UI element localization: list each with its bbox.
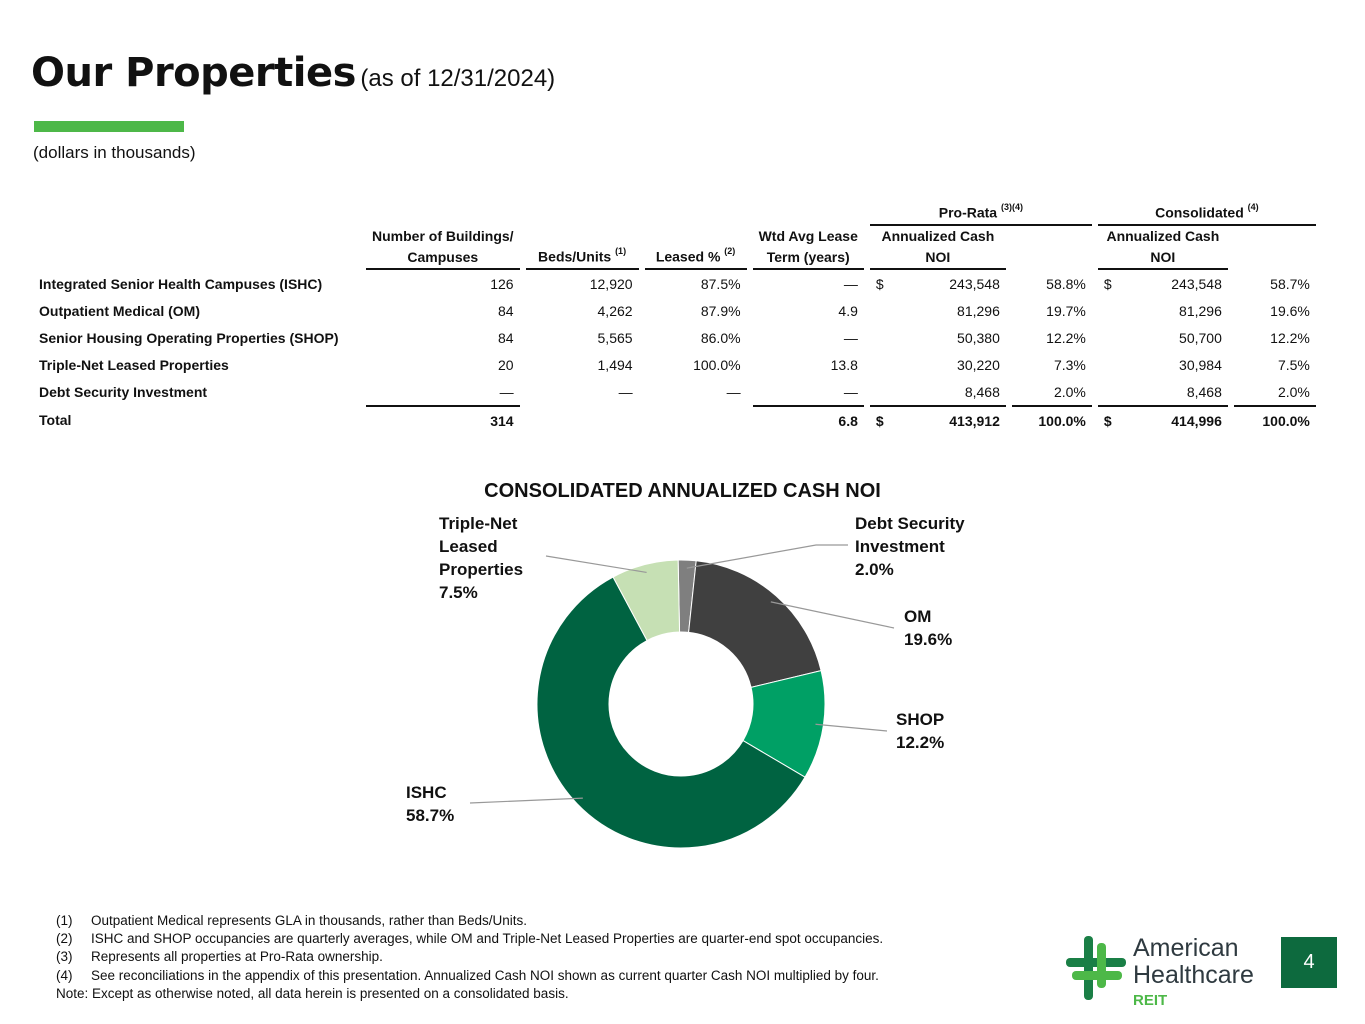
leader-line [815,724,887,731]
footnote-item [56,912,883,930]
cell-beds: 1,494 [597,356,633,373]
cell-c-pct: 12.2% [1270,329,1310,346]
cell-leased: 86.0% [700,329,741,346]
col-leased: Leased % $^{(2)}$ [645,226,747,270]
cell-buildings: 126 [490,275,514,292]
footnote-text: Outpatient Medical represents GLA in thousands, rather than Beds/Units. [91,913,527,928]
cell-pr-noi: 81,296 [957,302,1000,319]
col-pr-noi: Annualized Cash NOI [870,226,1006,270]
cell-c-noi: $ 414,996 [1098,405,1228,434]
footnote-text: ISHC and SHOP occupancies are quarterly averages, while OM and Triple-Net Leased Properties are quarter-end spot occupancies. [91,931,884,947]
cell-leased: 87.9% [700,302,741,319]
data-label-shop: SHOP 12.2% [896,710,945,752]
cell-pr-noi: 8,468 [964,383,1000,400]
footnote-key: (3) [56,949,73,965]
row-label: Senior Housing Operating Properties (SHOP) [39,329,339,346]
data-label-debt-security-investment: Debt Security Investment 2.0% [855,514,965,579]
logo-reit: REIT [1133,992,1168,1009]
col-term: Wtd Avg Lease Term (years) [753,226,864,270]
cell-beds: 5,565 [597,329,633,346]
col-buildings: Number of Buildings/ Campuses [366,226,520,270]
cell-beds: — [618,383,633,400]
cell-pr-noi: $ 413,912 [870,405,1006,434]
footnote-text: Represents all properties at Pro-Rata ownership. [91,949,383,965]
cell-buildings: 314 [366,405,520,434]
data-label-triple-net-leased-properties: Triple-Net Leased Properties 7.5% [439,514,524,602]
group-pro-rata: Pro-Rata $^{(3)(4)}$ [870,198,1092,226]
cell-buildings: 84 [497,329,514,346]
cell-c-noi: 8,468 [1186,383,1222,400]
cell-c-noi: 30,984 [1179,356,1222,373]
logo-cross-icon [1066,936,1126,1000]
cell-beds: 12,920 [589,275,633,292]
cell-pr-pct: 12.2% [1046,329,1086,346]
cell-buildings: 84 [497,302,514,319]
footnote-note: Note: Except as otherwise noted, all data herein is presented on a consolidated basis. [56,985,569,1001]
slice-om [689,561,821,688]
row-label: Total [39,411,72,428]
units-note: (dollars in thousands) [33,143,196,162]
cell-c-pct: 100.0% [1234,405,1316,434]
cell-c-noi: $ 243,548 [1103,275,1222,292]
cell-pr-pct: 7.3% [1053,356,1086,373]
row-label: Triple-Net Leased Properties [39,356,229,373]
footnote-item [56,967,883,985]
row-label: Integrated Senior Health Campuses (ISHC) [39,275,323,292]
page-number: 4 [1281,937,1337,988]
cell-term: 4.9 [838,302,858,319]
leader-line [470,798,583,803]
group-consolidated: Consolidated $^{(4)}$ [1098,198,1316,226]
cell-buildings: — [499,383,514,400]
cell-c-noi: 50,700 [1179,329,1222,346]
col-c-noi: Annualized Cash NOI [1098,226,1228,270]
footnote-key: (2) [56,931,73,947]
cell-pr-noi: 50,380 [957,329,1000,346]
cell-pr-noi: $ 243,548 [875,275,1000,292]
cell-c-pct: 58.7% [1270,275,1310,292]
data-label-ishc: ISHC 58.7% [406,783,455,825]
cell-leased: 87.5% [700,275,741,292]
footnote-key: (1) [56,913,73,928]
logo-wordmark: American Healthcare [1133,934,1254,989]
title-date: (as of 12/31/2024) [360,65,556,92]
cell-pr-pct: 2.0% [1053,383,1086,400]
cell-term: 13.8 [830,356,858,373]
chart-title: CONSOLIDATED ANNUALIZED CASH NOI [484,480,881,502]
cell-c-pct: 7.5% [1277,356,1310,373]
cell-pr-pct: 58.8% [1046,275,1086,292]
cell-leased: 100.0% [693,356,741,373]
title-main: Our Properties [31,50,356,96]
cell-term: — [843,275,858,292]
cell-pr-noi: 30,220 [957,356,1000,373]
cell-beds: 4,262 [597,302,633,319]
cell-pr-pct: 100.0% [1012,405,1092,434]
cell-buildings: 20 [497,356,514,373]
cell-c-pct: 19.6% [1270,302,1310,319]
col-beds: Beds/Units $^{(1)}$ [526,226,639,270]
cell-pr-pct: 19.7% [1046,302,1086,319]
leader-line [546,556,647,572]
cell-c-noi: 81,296 [1179,302,1222,319]
footnote-item [56,930,883,948]
footnote-key: (4) [56,967,73,983]
row-label: Debt Security Investment [39,383,208,400]
cell-term: — [843,329,858,346]
footnotes [56,912,883,1003]
data-label-om: OM 19.6% [904,607,953,649]
cell-term: — [843,383,858,400]
row-label: Outpatient Medical (OM) [39,302,200,319]
cell-leased: — [726,383,741,400]
cell-term: 6.8 [753,405,864,434]
footnote-item [56,948,883,966]
footnote-text: See reconciliations in the appendix of this presentation. Annualized Cash NOI shown as current quarter Cash NOI multiplied by four. [91,967,879,983]
cell-c-pct: 2.0% [1277,383,1310,400]
